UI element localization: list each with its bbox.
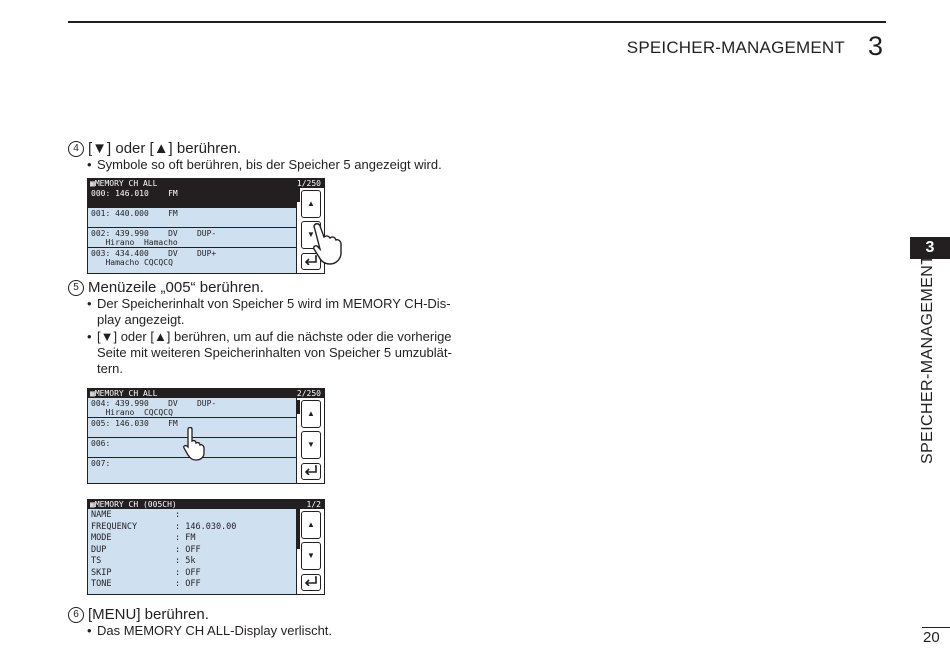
step-number: 5 (68, 280, 84, 296)
memory-row[interactable]: 000: 146.010 FM (88, 188, 296, 208)
step-4 (68, 140, 241, 157)
detail-row (88, 510, 296, 522)
memory-row[interactable]: 003: 434.400 DV DUP+ Hamacho CQCQCQ (91, 249, 217, 267)
scroll-thumb[interactable] (297, 400, 300, 414)
memory-ch-all-screen-2 (87, 388, 325, 484)
step-6 (68, 606, 209, 623)
scroll-up-button[interactable] (301, 511, 321, 539)
detail-row (88, 568, 296, 580)
scrollbar[interactable] (296, 398, 300, 483)
top-rule (68, 21, 886, 23)
memory-row[interactable]: 005: 146.030 FM (88, 418, 296, 438)
page-number-rule (922, 627, 950, 628)
bullet: • Das MEMORY CH ALL-Display verlischt. (87, 623, 333, 638)
screen-title-text: MEMORY CH (005CH) (94, 500, 177, 509)
side-chapter-label: SPEICHER-MANAGEMENT (919, 254, 936, 464)
step-text: [▼] oder [▲] berühren. (88, 140, 242, 157)
scroll-down-button[interactable] (301, 431, 321, 459)
detail-key: DUP (91, 544, 107, 555)
scroll-thumb[interactable] (297, 509, 300, 549)
step-number: 6 (68, 607, 84, 623)
detail-key: NAME (91, 510, 112, 520)
bullet: • Symbole so oft berühren, bis der Speicher 5 angezeigt wird. (87, 157, 442, 172)
triangle-up-icon: ▲ (307, 409, 315, 418)
scrollbar[interactable] (296, 509, 300, 594)
chapter-tab: 3 (910, 237, 950, 259)
bullet-text: Symbole so oft berühren, bis der Speicher 5 angezeigt wird. (97, 157, 442, 172)
screen-title-text: MEMORY CH ALL (94, 389, 158, 398)
detail-value: : 146.030.00 (175, 521, 237, 532)
back-button[interactable] (301, 574, 321, 591)
return-arrow-icon (304, 575, 318, 586)
detail-key: TS (91, 556, 102, 566)
detail-value: : OFF (175, 579, 201, 589)
triangle-up-icon: ▲ (307, 199, 315, 208)
detail-row (88, 533, 296, 545)
screen-title: ▦MEMORY CH ALL (88, 389, 324, 398)
pointing-hand-icon (310, 223, 344, 267)
step-number: 4 (68, 141, 84, 157)
back-button[interactable] (301, 463, 321, 480)
bullet-text: [▼] oder [▲] berühren, um auf die nächste oder die vorherige (97, 329, 452, 344)
scroll-up-button[interactable] (301, 400, 321, 428)
detail-row (88, 556, 296, 568)
detail-row (88, 545, 296, 557)
pointing-hand-icon (183, 427, 205, 461)
bullet: • Der Speicherinhalt von Speicher 5 wird im MEMORY CH-Dis- (87, 296, 451, 311)
memory-ch-detail-screen (87, 499, 325, 595)
scrollbar[interactable] (296, 188, 300, 273)
triangle-down-icon: ▼ (307, 230, 315, 239)
memory-list (88, 188, 296, 273)
chapter-number: 3 (868, 31, 884, 61)
scroll-thumb[interactable] (297, 188, 300, 202)
bullet-continuation: Seite mit weiteren Speicherinhalten von Speicher 5 umzublät- (97, 345, 452, 360)
bullet: • [▼] oder [▲] berühren, um auf die nächste oder die vorherige (87, 329, 452, 344)
detail-value: : (175, 510, 181, 520)
screen-title-text: MEMORY CH ALL (94, 179, 158, 188)
detail-value: : OFF (175, 544, 201, 555)
detail-value: : OFF (175, 567, 201, 578)
step-5 (68, 279, 264, 296)
bullet-continuation: tern. (97, 361, 124, 376)
page-number: 20 (923, 629, 940, 646)
scroll-down-button[interactable] (301, 542, 321, 570)
detail-row (88, 579, 296, 591)
memory-row[interactable]: 006: (88, 438, 296, 458)
triangle-down-icon: ▼ (307, 440, 315, 449)
memory-ch-all-screen-1 (87, 178, 325, 274)
bullet-text: Der Speicherinhalt von Speicher 5 wird im MEMORY CH-Dis- (97, 296, 451, 311)
bullet-text: Das MEMORY CH ALL-Display verlischt. (97, 623, 333, 638)
screen-page-indicator: 2/250 (296, 389, 321, 398)
bullet-continuation: play angezeigt. (97, 312, 185, 327)
screen-page-indicator: 1/250 (296, 179, 321, 188)
detail-key: MODE (91, 533, 112, 543)
detail-value: : FM (175, 533, 196, 543)
running-header-title: SPEICHER-MANAGEMENT (626, 38, 845, 57)
scroll-up-button[interactable] (301, 190, 321, 218)
screen-title: ▦MEMORY CH (005CH) (88, 500, 324, 509)
detail-list (88, 509, 296, 594)
detail-key: TONE (91, 579, 112, 589)
step-text: [MENU] berühren. (88, 606, 209, 623)
detail-key: FREQUENCY (91, 521, 138, 532)
triangle-down-icon: ▼ (307, 551, 315, 560)
triangle-up-icon: ▲ (307, 520, 315, 529)
memory-row[interactable]: 007: (91, 459, 111, 468)
detail-key: SKIP (91, 567, 112, 578)
detail-row (88, 522, 296, 534)
detail-value: : 5k (175, 556, 196, 566)
memory-row[interactable]: 004: 439.990 DV DUP- Hirano CQCQCQ (88, 398, 296, 418)
screen-page-indicator: 1/2 (306, 500, 321, 509)
return-arrow-icon (304, 464, 318, 475)
memory-row[interactable]: 001: 440.000 FM (88, 208, 296, 228)
step-text: Menüzeile „005“ berühren. (88, 279, 264, 296)
memory-row[interactable]: 002: 439.990 DV DUP- Hirano Hamacho (88, 228, 296, 248)
screen-title: ▦MEMORY CH ALL (88, 179, 324, 188)
